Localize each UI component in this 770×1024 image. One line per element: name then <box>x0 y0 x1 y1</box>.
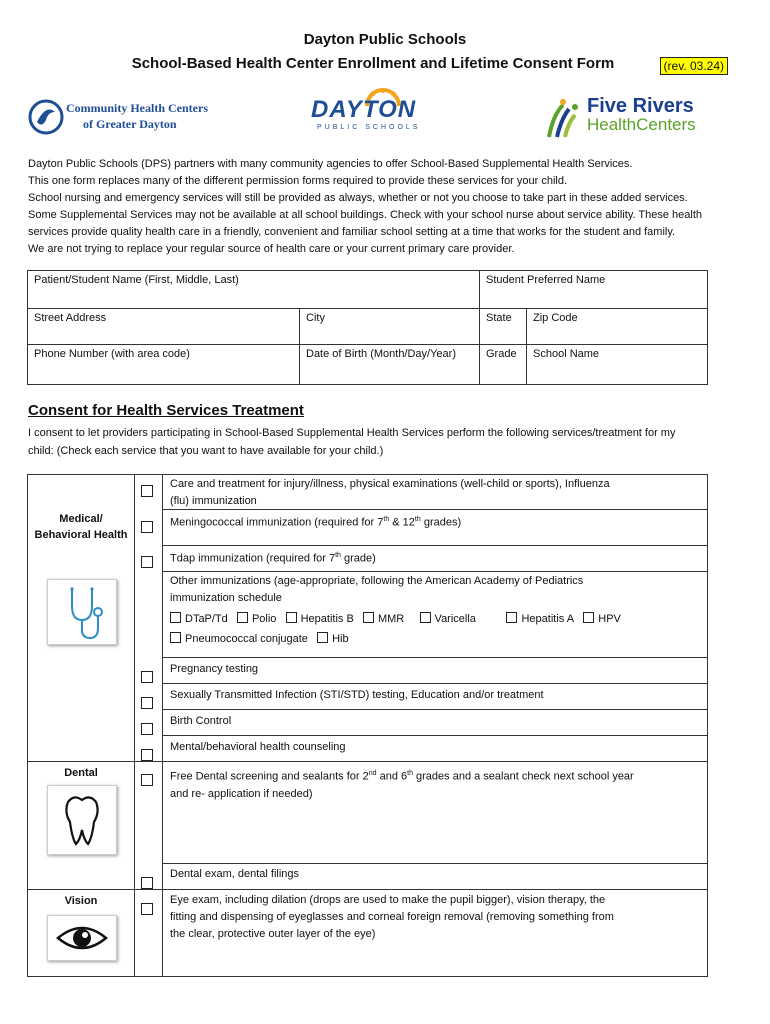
dental-exam-checkbox[interactable] <box>141 877 153 889</box>
street-address-field[interactable] <box>28 309 300 345</box>
vaccine-option-hib[interactable] <box>317 633 349 645</box>
section-divider <box>28 889 707 890</box>
phone-number-field[interactable] <box>28 345 300 385</box>
service-line: (flu) immunization <box>170 495 257 507</box>
vaccine-option-hpv[interactable] <box>583 613 621 625</box>
vaccine-option-hepa[interactable] <box>506 613 574 625</box>
vaccine-option-dtap[interactable] <box>170 613 228 625</box>
category-line: Medical/ <box>59 513 103 525</box>
meningococcal-text <box>170 511 700 532</box>
service-line: and re- application if needed) <box>170 787 313 800</box>
eye-exam-checkbox[interactable] <box>141 903 153 915</box>
vaccine-option-varicella[interactable] <box>420 613 476 625</box>
vaccine-label: HPV <box>598 613 621 625</box>
service-line: Care and treatment for injury/illness, physical examinations (well-child or sports), Influenza <box>170 478 610 490</box>
consent-intro <box>28 424 743 460</box>
row-divider <box>162 863 707 864</box>
zip-code-field[interactable] <box>527 309 708 345</box>
state-label: State <box>486 312 512 324</box>
pregnancy-testing-checkbox[interactable] <box>141 671 153 683</box>
chc-emblem-icon <box>28 98 64 136</box>
section-divider <box>28 761 707 762</box>
service-text: Meningococcal immunization (required for 7 <box>170 516 384 529</box>
vision-category-label: Vision <box>64 895 98 907</box>
checkbox[interactable] <box>317 632 328 643</box>
row-divider <box>162 657 707 658</box>
checkbox[interactable] <box>286 612 297 623</box>
counseling-text: Mental/behavioral health counseling <box>170 741 346 753</box>
intro-line: Some Supplemental Services may not be available at all school buildings. Check with your school nurse about service ability. These health <box>28 209 703 221</box>
revision-badge: (rev. 03.24) <box>660 57 728 75</box>
sti-testing-checkbox[interactable] <box>141 697 153 709</box>
chc-logo-line1: Community Health Centers <box>66 101 208 115</box>
service-line: the clear, protective outer layer of the eye) <box>170 928 376 940</box>
superscript: th <box>335 552 341 559</box>
student-info-table <box>27 270 708 385</box>
row-divider <box>162 545 707 546</box>
stethoscope-icon <box>47 579 117 645</box>
vaccine-label: Polio <box>251 613 277 625</box>
dayton-logo-text: DAYTON <box>311 96 417 123</box>
intro-line: We are not trying to replace your regular source of health care or your current primary care provider. <box>28 243 515 255</box>
tdap-text <box>170 547 700 568</box>
service-line <box>170 765 700 786</box>
vaccine-label: Hib <box>332 633 349 645</box>
form-title: School-Based Health Center Enrollment and Lifetime Consent Form <box>131 55 615 72</box>
checkbox[interactable] <box>506 612 517 623</box>
medical-category-label <box>28 511 134 543</box>
checkbox[interactable] <box>363 612 374 623</box>
superscript: th <box>414 516 421 523</box>
five-rivers-logo-line1: Five Rivers <box>587 95 694 117</box>
vaccine-option-polio[interactable] <box>237 613 276 625</box>
date-of-birth-label: Date of Birth (Month/Day/Year) <box>306 348 456 360</box>
checkbox[interactable] <box>237 612 248 623</box>
care-treatment-checkbox[interactable] <box>141 485 153 497</box>
city-label: City <box>306 312 325 324</box>
grade-field[interactable] <box>480 345 527 385</box>
preferred-name-label: Student Preferred Name <box>486 274 606 286</box>
checkbox[interactable] <box>420 612 431 623</box>
five-rivers-logo-line2: HealthCenters <box>587 115 696 134</box>
phone-number-label: Phone Number (with area code) <box>34 348 190 360</box>
grade-label: Grade <box>486 348 517 360</box>
patient-name-label: Patient/Student Name (First, Middle, Last) <box>34 274 239 286</box>
chc-logo <box>28 98 208 138</box>
row-divider <box>162 683 707 684</box>
dental-category-label: Dental <box>64 767 98 779</box>
dental-screening-checkbox[interactable] <box>141 774 153 786</box>
superscript: nd <box>368 770 377 777</box>
service-line: Eye exam, including dilation (drops are used to make the pupil bigger), vision therapy, the <box>170 894 606 906</box>
eye-icon <box>47 915 117 961</box>
counseling-checkbox[interactable] <box>141 749 153 761</box>
vaccine-label: Hepatitis A <box>521 613 575 625</box>
service-text: & 12 <box>389 516 415 529</box>
pregnancy-testing-text: Pregnancy testing <box>170 663 259 675</box>
service-line: Other immunizations (age-appropriate, following the American Academy of Pediatrics <box>170 575 584 587</box>
meningococcal-checkbox[interactable] <box>141 521 153 533</box>
vaccine-label: DTaP/Td <box>185 613 228 625</box>
intro-paragraph <box>28 156 743 258</box>
dayton-public-schools-logo <box>311 94 431 134</box>
intro-line: School nursing and emergency services will still be provided as always, whether or not you choose to take part in these added services. <box>28 192 688 204</box>
tooth-icon <box>47 785 117 855</box>
column-divider <box>162 475 163 976</box>
service-text: grades and a sealant check next school year <box>412 770 634 783</box>
row-divider <box>162 571 707 572</box>
consent-section-title: Consent for Health Services Treatment <box>28 402 304 419</box>
dental-screening-text <box>170 765 700 803</box>
consent-intro-line: I consent to let providers participating in School-Based Supplemental Health Services perform the following services/treatment for my <box>28 427 676 439</box>
intro-line: services provide quality health care in a friendly, convenient and familiar school setting at a time that works for the student and family. <box>28 226 676 238</box>
vaccine-label: MMR <box>377 613 405 625</box>
sti-testing-text: Sexually Transmitted Infection (STI/STD) testing, Education and/or treatment <box>170 689 544 701</box>
row-divider <box>162 709 707 710</box>
patient-name-field[interactable] <box>28 271 480 309</box>
service-line: immunization schedule <box>170 592 282 604</box>
intro-line: Dayton Public Schools (DPS) partners with many community agencies to offer School-Based Supplemental Health Services. <box>28 158 633 170</box>
checkbox[interactable] <box>583 612 594 623</box>
superscript: th <box>383 516 390 523</box>
care-treatment-text <box>170 476 700 510</box>
vaccine-option-pneumococcal[interactable] <box>170 633 308 645</box>
chc-logo-line2: of Greater Dayton <box>83 117 177 131</box>
birth-control-text: Birth Control <box>170 715 232 727</box>
column-divider <box>134 475 135 976</box>
service-text: and 6 <box>376 770 408 783</box>
row-divider <box>162 735 707 736</box>
date-of-birth-field[interactable] <box>300 345 480 385</box>
consent-intro-line: child: (Check each service that you want to have available for your child.) <box>28 445 384 457</box>
superscript: th <box>407 770 413 777</box>
service-text: Free Dental screening and sealants for 2 <box>170 770 369 783</box>
five-rivers-emblem-icon <box>543 97 585 139</box>
school-name-label: School Name <box>533 348 600 360</box>
dayton-logo-subtext: PUBLIC SCHOOLS <box>317 124 421 131</box>
school-district-title: Dayton Public Schools <box>303 31 467 48</box>
vaccine-label: Varicella <box>434 613 476 625</box>
vaccine-option-mmr[interactable] <box>363 613 404 625</box>
services-grid <box>27 474 708 977</box>
checkbox[interactable] <box>170 612 181 623</box>
zip-code-label: Zip Code <box>533 312 578 324</box>
other-immunizations-text <box>170 573 700 648</box>
vaccine-label: Hepatitis B <box>300 613 354 625</box>
school-name-field[interactable] <box>527 345 708 385</box>
intro-line: This one form replaces many of the different permission forms required to provide these services for your child. <box>28 175 568 187</box>
vaccine-options-row1 <box>170 611 700 628</box>
birth-control-checkbox[interactable] <box>141 723 153 735</box>
five-rivers-logo <box>543 97 713 139</box>
vaccine-label: Pneumococcal conjugate <box>185 633 308 645</box>
dental-exam-text: Dental exam, dental filings <box>170 868 300 880</box>
category-line: Behavioral Health <box>34 529 128 541</box>
service-line: fitting and dispensing of eyeglasses and corneal foreign removal (removing something from <box>170 911 614 923</box>
city-field[interactable] <box>300 309 480 345</box>
eye-exam-text <box>170 892 700 943</box>
state-field[interactable] <box>480 309 527 345</box>
service-text: Tdap immunization (required for 7 <box>170 552 336 565</box>
vaccine-option-hepb[interactable] <box>286 613 354 625</box>
tdap-checkbox[interactable] <box>141 556 153 568</box>
preferred-name-field[interactable] <box>480 271 708 309</box>
service-text: grades) <box>420 516 462 529</box>
service-text: grade) <box>340 552 376 565</box>
vaccine-options-row2 <box>170 631 700 648</box>
street-address-label: Street Address <box>34 312 107 324</box>
checkbox[interactable] <box>170 632 181 643</box>
